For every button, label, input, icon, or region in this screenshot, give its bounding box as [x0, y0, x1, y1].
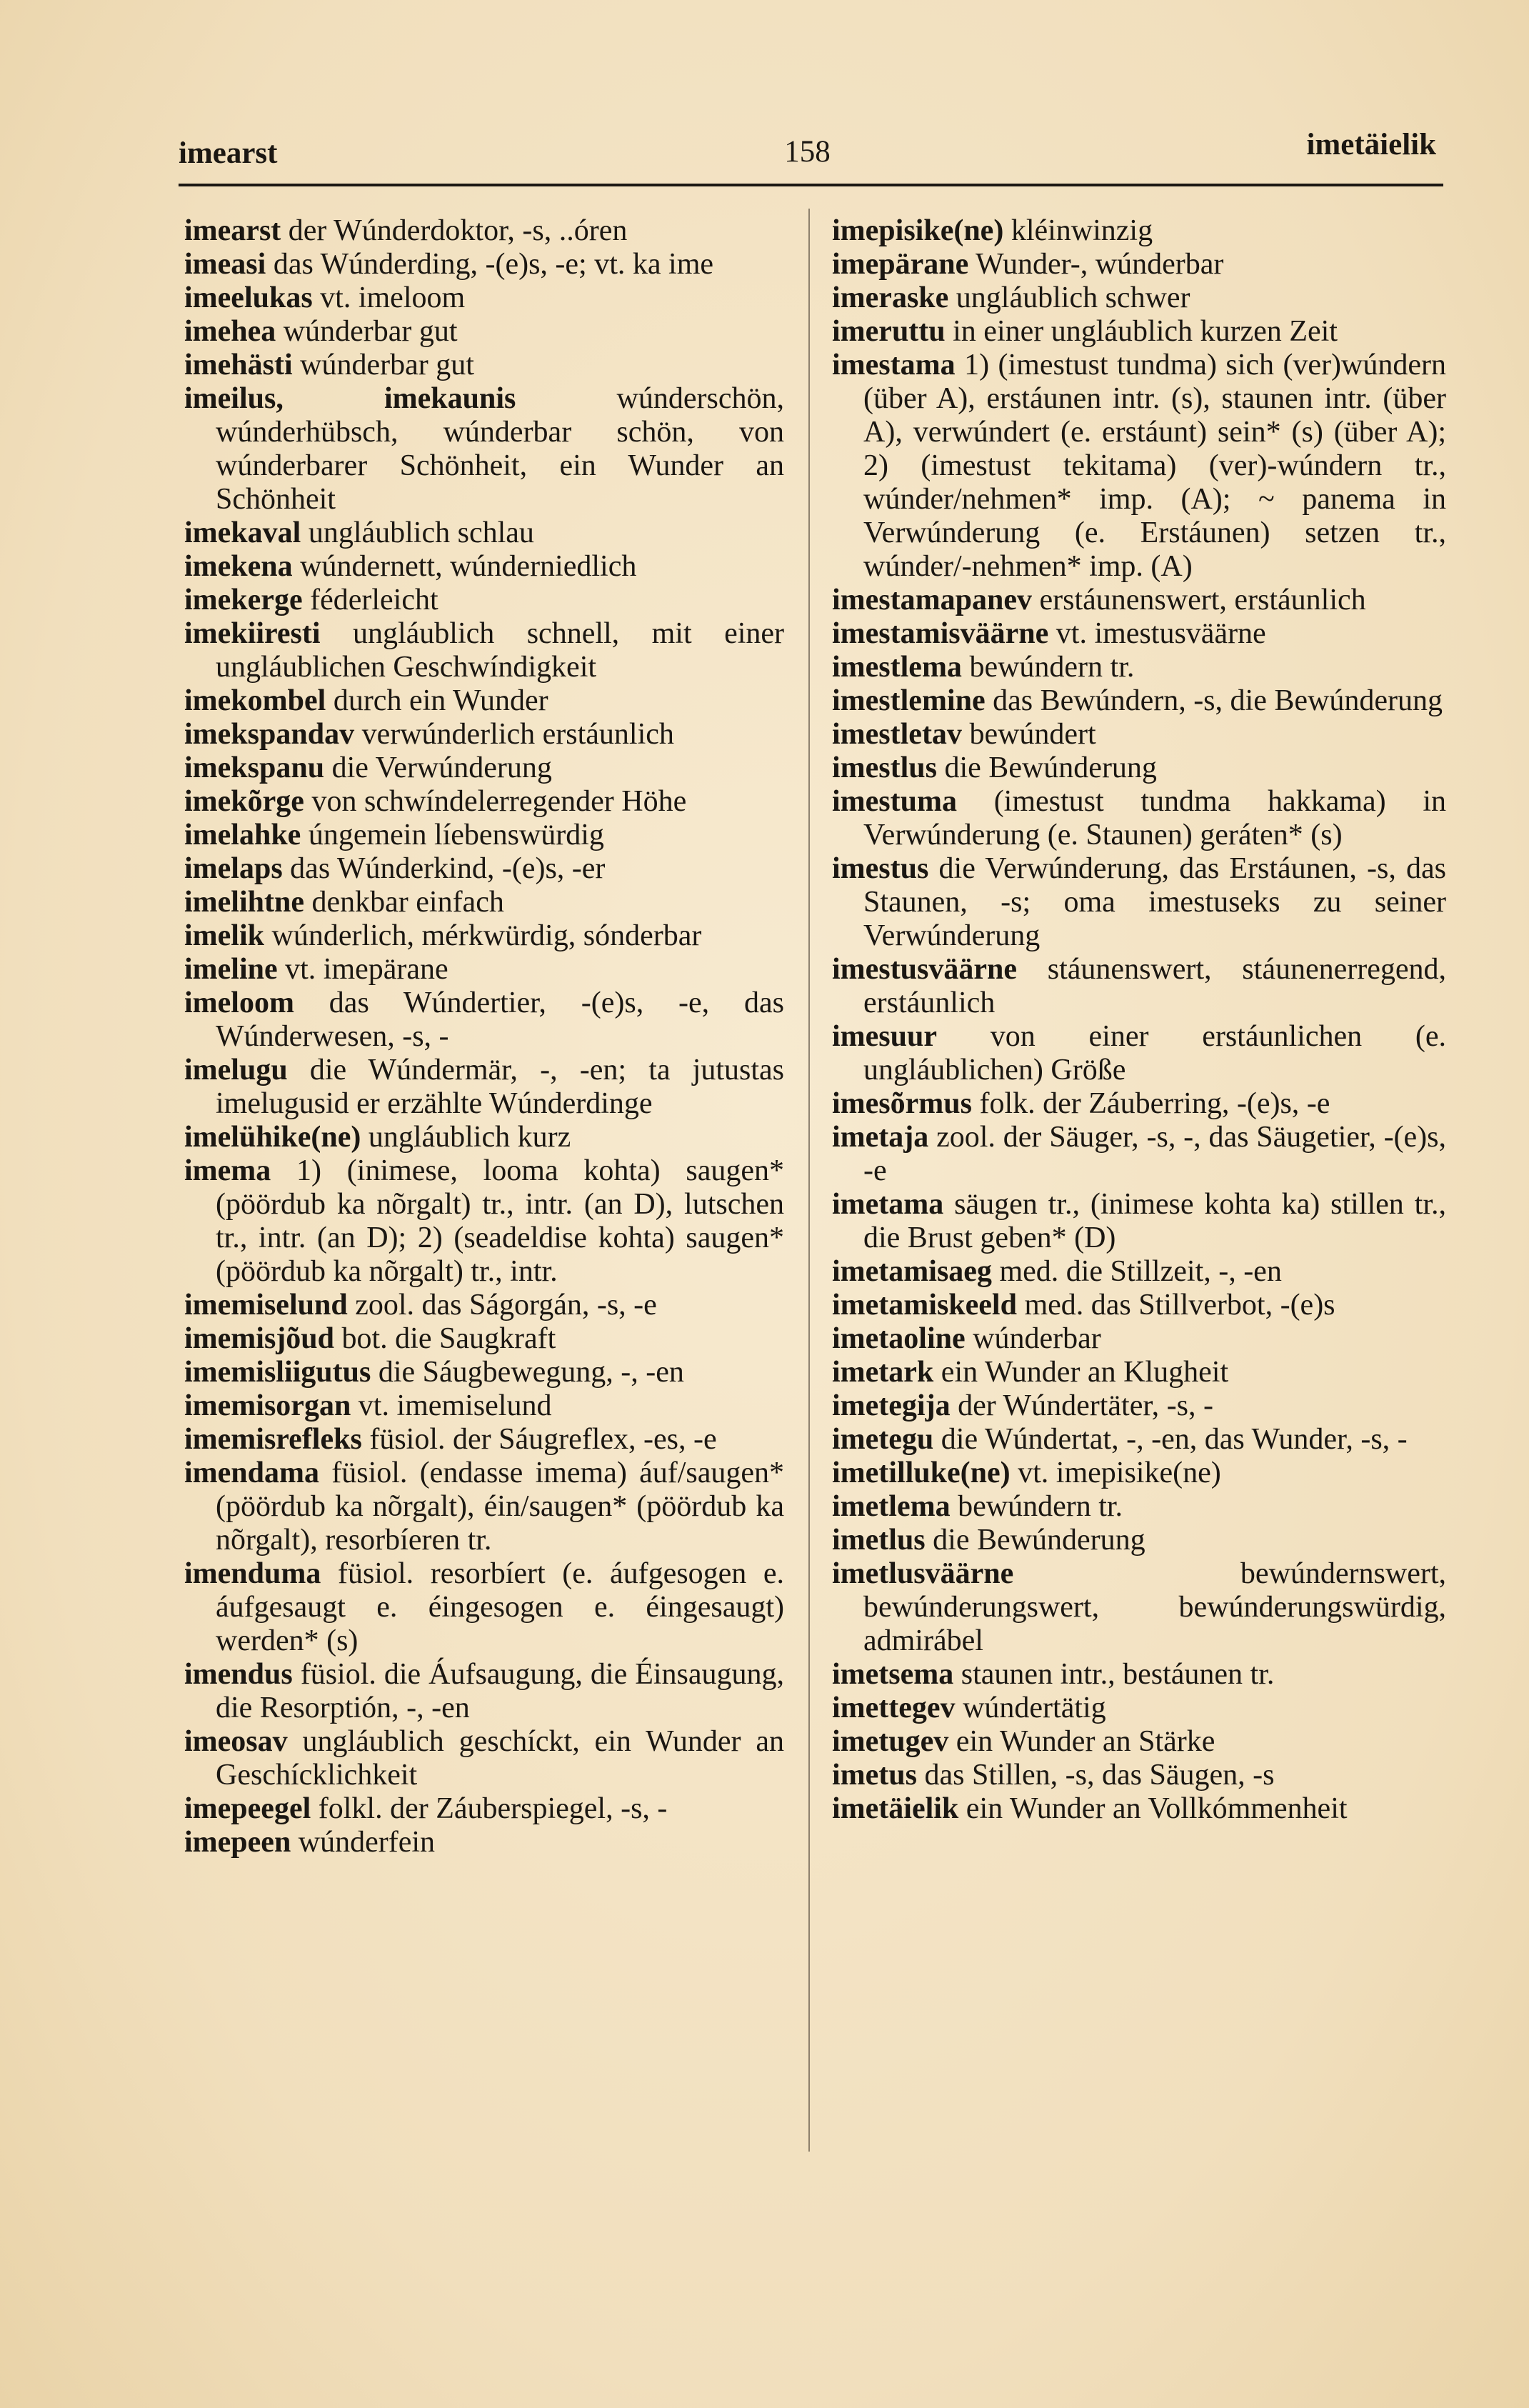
- entry-headword: imepisike(ne): [832, 214, 1004, 247]
- entry-headword: imestlus: [832, 751, 937, 784]
- dictionary-entry: [184, 718, 784, 751]
- entry-headword: imekõrge: [184, 785, 304, 818]
- entry-definition: das Wúndertier, -(e)s, -e, das Wúnderwesen, -s, -: [216, 986, 784, 1053]
- entry-definition: wúnderfein: [298, 1826, 436, 1859]
- entry-headword: imepeegel: [184, 1792, 311, 1825]
- dictionary-entry: [184, 1121, 784, 1154]
- dictionary-entry: [832, 248, 1446, 281]
- entry-headword: imemisliigutus: [184, 1356, 371, 1389]
- entry-definition: die Verwúnderung, das Erstáunen, -s, das Staunen, -s; oma imestuseks zu seiner Verwúnderung: [863, 852, 1446, 952]
- dictionary-entry: [184, 1557, 784, 1658]
- dictionary-entry: [832, 281, 1446, 315]
- dictionary-entry: [184, 1356, 784, 1389]
- dictionary-entry: [184, 315, 784, 349]
- entry-definition: féderleicht: [310, 584, 438, 616]
- entry-headword: imenduma: [184, 1557, 321, 1590]
- entry-definition: das Stillen, -s, das Säugen, -s: [924, 1759, 1275, 1792]
- entry-headword: imelühike(ne): [184, 1121, 361, 1154]
- left-column: [184, 214, 784, 2201]
- entry-definition: kléinwinzig: [1011, 214, 1153, 247]
- entry-headword: imelik: [184, 919, 264, 952]
- entry-headword: imetlusväärne: [832, 1557, 1014, 1590]
- entry-headword: imendama: [184, 1457, 319, 1489]
- dictionary-entry: [832, 1423, 1446, 1457]
- dictionary-entry: [832, 953, 1446, 1020]
- dictionary-entry: [832, 584, 1446, 617]
- entry-headword: imestamisväärne: [832, 617, 1049, 650]
- page-header: [179, 127, 1436, 184]
- dictionary-entry: [184, 248, 784, 281]
- entry-headword: imetaoline: [832, 1322, 966, 1355]
- dictionary-entry: [832, 1020, 1446, 1087]
- entry-definition: ungláublich kurz: [368, 1121, 571, 1154]
- entry-headword: imestletav: [832, 718, 962, 751]
- entry-headword: imestlemine: [832, 684, 986, 717]
- dictionary-entry: [184, 785, 784, 819]
- entry-definition: wúnderbar gut: [300, 349, 474, 381]
- entry-headword: imetugev: [832, 1725, 949, 1758]
- entry-headword: imekspanu: [184, 751, 325, 784]
- entry-definition: die Sáugbewegung, -, -en: [378, 1356, 684, 1389]
- dictionary-entry: [832, 315, 1446, 349]
- entry-definition: Wunder-, wúnderbar: [976, 248, 1224, 281]
- entry-headword: imeasi: [184, 248, 266, 281]
- entry-definition: füsiol. die Áufsaugung, die Éinsaugung, die Resorptión, -, -en: [216, 1658, 784, 1724]
- entry-headword: imepärane: [832, 248, 969, 281]
- page-number: 158: [784, 135, 831, 169]
- dictionary-entry: [184, 516, 784, 550]
- entry-headword: imetegu: [832, 1423, 934, 1456]
- entry-definition: das Bewúndern, -s, die Bewúnderung: [993, 684, 1443, 717]
- entry-headword: imeilus, imekaunis: [184, 382, 516, 415]
- entry-definition: staunen intr., bestáunen tr.: [961, 1658, 1275, 1691]
- entry-definition: das Wúnderkind, -(e)s, -er: [290, 852, 606, 885]
- entry-definition: zool. der Säuger, -s, -, das Säugetier, -(e)s, -e: [863, 1121, 1446, 1187]
- dictionary-entry: [184, 1322, 784, 1356]
- dictionary-entry: [184, 1154, 784, 1289]
- entry-definition: bewúndernswert, bewúnderungswert, bewúnderungswürdig, admirábel: [863, 1557, 1446, 1657]
- entry-headword: imelugu: [184, 1054, 288, 1086]
- entry-headword: imetsema: [832, 1658, 954, 1691]
- entry-headword: imetama: [832, 1188, 944, 1221]
- header-last-word: imetäielik: [1306, 128, 1436, 161]
- dictionary-entry: [832, 1725, 1446, 1759]
- entry-definition: bewúndert: [969, 718, 1096, 751]
- dictionary-entry: [832, 1322, 1446, 1356]
- entry-definition: folkl. der Záuberspiegel, -s, -: [318, 1792, 668, 1825]
- dictionary-entry: [832, 214, 1446, 248]
- dictionary-entry: [832, 684, 1446, 718]
- dictionary-entry: [184, 1826, 784, 1859]
- entry-definition: vt. imepärane: [285, 953, 448, 986]
- entry-headword: imestama: [832, 349, 956, 381]
- entry-headword: imeloom: [184, 986, 294, 1019]
- entry-headword: imepeen: [184, 1826, 291, 1859]
- entry-headword: imelahke: [184, 819, 301, 851]
- dictionary-entry: [832, 1457, 1446, 1490]
- entry-definition: 1) (imestust tundma) sich (ver)wúndern (über A), erstáunen intr. (s), staunen intr. (über A), verwúndert (e. erstáunt) sein* (s) (über A); 2) (imestust tekitama) (ver)-wúndern tr., wúnder/nehmen* imp. (A); ~ panema in Verwúnderung (e. Erstáunen) setzen tr., wúnder/-nehmen* imp. (A): [863, 349, 1446, 583]
- entry-headword: imetamiskeeld: [832, 1289, 1017, 1322]
- entry-headword: imearst: [184, 214, 281, 247]
- dictionary-entry: [832, 651, 1446, 684]
- dictionary-entry: [832, 1356, 1446, 1389]
- dictionary-entry: [184, 1457, 784, 1557]
- entry-headword: imetus: [832, 1759, 917, 1792]
- entry-definition: folk. der Záuberring, -(e)s, -e: [979, 1087, 1330, 1120]
- dictionary-entry: [184, 550, 784, 584]
- entry-headword: imehea: [184, 315, 276, 348]
- dictionary-entry: [832, 1255, 1446, 1289]
- entry-headword: imetaja: [832, 1121, 929, 1154]
- entry-headword: imekombel: [184, 684, 326, 717]
- entry-definition: von einer erstáunlichen (e. ungláublichen) Größe: [863, 1020, 1446, 1086]
- entry-headword: imeline: [184, 953, 278, 986]
- dictionary-entry: [832, 1792, 1446, 1826]
- entry-headword: imemisorgan: [184, 1389, 351, 1422]
- column-divider: [808, 209, 810, 2152]
- entry-headword: imestusväärne: [832, 953, 1017, 986]
- header-first-word: imearst: [179, 136, 278, 170]
- dictionary-entry: [832, 349, 1446, 584]
- entry-headword: imemisrefleks: [184, 1423, 362, 1456]
- entry-definition: úngemein líebenswürdig: [308, 819, 604, 851]
- entry-definition: stáunenswert, stáunenerregend, erstáunlich: [863, 953, 1446, 1019]
- dictionary-entry: [184, 281, 784, 315]
- entry-headword: imelihtne: [184, 886, 304, 919]
- dictionary-entry: [184, 684, 784, 718]
- dictionary-entry: [184, 1423, 784, 1457]
- entry-headword: imekaval: [184, 516, 301, 549]
- entry-headword: imelaps: [184, 852, 283, 885]
- dictionary-entry: [832, 1759, 1446, 1792]
- entry-headword: imetark: [832, 1356, 934, 1389]
- entry-definition: die Wúndertat, -, -en, das Wunder, -s, -: [941, 1423, 1408, 1456]
- entry-definition: wúnderbar: [973, 1322, 1101, 1355]
- dictionary-entry: [184, 214, 784, 248]
- dictionary-entry: [184, 1389, 784, 1423]
- entry-definition: bewúndern tr.: [969, 651, 1135, 684]
- entry-definition: die Verwúnderung: [331, 751, 552, 784]
- dictionary-entry: [184, 349, 784, 382]
- entry-headword: imestlema: [832, 651, 962, 684]
- dictionary-entry: [832, 751, 1446, 785]
- dictionary-entry: [184, 751, 784, 785]
- entry-definition: füsiol. (endasse imema) áuf/saugen* (pöördub ka nõrgalt), éin/saugen* (pöördub ka nõrgalt), resorbíeren tr.: [216, 1457, 784, 1557]
- entry-definition: die Bewúnderung: [944, 751, 1157, 784]
- entry-definition: füsiol. der Sáugreflex, -es, -e: [369, 1423, 717, 1456]
- entry-definition: med. das Stillverbot, -(e)s: [1024, 1289, 1335, 1322]
- dictionary-entry: [832, 785, 1446, 852]
- entry-definition: 1) (inimese, looma kohta) saugen* (pöördub ka nõrgalt) tr., intr. (an D), lutschen tr., intr. (an D); 2) (seadeldise kohta) saugen* (pöördub ka nõrgalt) tr., intr.: [216, 1154, 784, 1288]
- entry-definition: ungláublich schlau: [308, 516, 534, 549]
- entry-headword: imestamapanev: [832, 584, 1032, 616]
- entry-definition: ungláublich geschíckt, ein Wunder an Geschícklichkeit: [216, 1725, 784, 1792]
- entry-definition: ungláublich schwer: [956, 281, 1190, 314]
- entry-headword: imekerge: [184, 584, 303, 616]
- entry-definition: erstáunenswert, erstáunlich: [1039, 584, 1366, 616]
- dictionary-entry: [832, 852, 1446, 953]
- entry-definition: ungláublich schnell, mit einer ungláublichen Geschwíndigkeit: [216, 617, 784, 684]
- entry-definition: denkbar einfach: [311, 886, 504, 919]
- entry-headword: imema: [184, 1154, 271, 1187]
- dictionary-entry: [184, 382, 784, 516]
- dictionary-entry: [832, 1087, 1446, 1121]
- dictionary-entry: [184, 1658, 784, 1725]
- entry-definition: verwúnderlich erstáunlich: [361, 718, 674, 751]
- entry-definition: die Wúndermär, -, -en; ta jutustas imelugusid er erzählte Wúnderdinge: [216, 1054, 784, 1120]
- dictionary-entry: [184, 953, 784, 986]
- entry-headword: imeraske: [832, 281, 949, 314]
- dictionary-entry: [184, 1792, 784, 1826]
- entry-headword: imestus: [832, 852, 929, 885]
- entry-definition: wúndertätig: [963, 1692, 1106, 1724]
- entry-definition: vt. imeloom: [320, 281, 466, 314]
- entry-headword: imestuma: [832, 785, 957, 818]
- entry-definition: der Wúnderdoktor, -s, ..óren: [288, 214, 628, 247]
- dictionary-entry: [184, 986, 784, 1054]
- entry-definition: füsiol. resorbíert (e. áufgesogen e. áufgesaugt e. éingesogen e. éingesaugt) werden* (s): [216, 1557, 784, 1657]
- entry-definition: wúnderbar gut: [283, 315, 458, 348]
- entry-headword: imemisjõud: [184, 1322, 334, 1355]
- entry-headword: imetäielik: [832, 1792, 959, 1825]
- entry-definition: vt. imepisike(ne): [1018, 1457, 1221, 1489]
- entry-definition: med. die Stillzeit, -, -en: [999, 1255, 1282, 1288]
- entry-definition: säugen tr., (inimese kohta ka) stillen tr., die Brust geben* (D): [863, 1188, 1446, 1254]
- entry-headword: imetlema: [832, 1490, 951, 1523]
- dictionary-entry: [832, 1658, 1446, 1692]
- dictionary-entry: [184, 1054, 784, 1121]
- entry-definition: bewúndern tr.: [958, 1490, 1123, 1523]
- entry-definition: in einer ungláublich kurzen Zeit: [953, 315, 1338, 348]
- entry-headword: imetegija: [832, 1389, 951, 1422]
- dictionary-entry: [832, 718, 1446, 751]
- right-column: [832, 214, 1446, 2201]
- dictionary-entry: [832, 617, 1446, 651]
- entry-definition: ein Wunder an Vollkómmenheit: [966, 1792, 1348, 1825]
- entry-headword: imetlus: [832, 1524, 926, 1557]
- entry-definition: vt. imemiselund: [358, 1389, 552, 1422]
- entry-headword: imemiselund: [184, 1289, 348, 1322]
- dictionary-entry: [184, 1289, 784, 1322]
- entry-definition: (imestust tundma hakkama) in Verwúnderung (e. Staunen) geráten* (s): [863, 785, 1446, 851]
- dictionary-entry: [832, 1289, 1446, 1322]
- dictionary-entry: [184, 919, 784, 953]
- entry-headword: imetilluke(ne): [832, 1457, 1011, 1489]
- dictionary-entry: [184, 584, 784, 617]
- dictionary-entry: [832, 1389, 1446, 1423]
- entry-headword: imekena: [184, 550, 293, 583]
- entry-definition: wúnderlich, mérkwürdig, sónderbar: [271, 919, 702, 952]
- dictionary-entry: [184, 886, 784, 919]
- entry-definition: die Bewúnderung: [933, 1524, 1146, 1557]
- header-rule: [179, 184, 1443, 186]
- entry-definition: von schwíndelerregender Höhe: [311, 785, 687, 818]
- dictionary-entry: [832, 1188, 1446, 1255]
- entry-definition: das Wúnderding, -(e)s, -e; vt. ka ime: [273, 248, 714, 281]
- dictionary-entry: [832, 1490, 1446, 1524]
- entry-headword: imeosav: [184, 1725, 288, 1758]
- entry-definition: der Wúndertäter, -s, -: [958, 1389, 1213, 1422]
- dictionary-entry: [184, 1725, 784, 1792]
- entry-headword: imekiiresti: [184, 617, 321, 650]
- entry-definition: zool. das Ságorgán, -s, -e: [355, 1289, 657, 1322]
- entry-definition: durch ein Wunder: [333, 684, 548, 717]
- entry-headword: imehästi: [184, 349, 293, 381]
- entry-definition: wúndernett, wúnderniedlich: [300, 550, 637, 583]
- entry-headword: imettegev: [832, 1692, 956, 1724]
- entry-headword: imendus: [184, 1658, 293, 1691]
- entry-headword: imeruttu: [832, 315, 946, 348]
- entry-definition: ein Wunder an Stärke: [956, 1725, 1215, 1758]
- dictionary-entry: [184, 852, 784, 886]
- entry-definition: ein Wunder an Klugheit: [941, 1356, 1229, 1389]
- entry-definition: bot. die Saugkraft: [341, 1322, 556, 1355]
- entry-headword: imesõrmus: [832, 1087, 972, 1120]
- dictionary-entry: [832, 1121, 1446, 1188]
- entry-definition: wúnderschön, wúnderhübsch, wúnderbar schön, von wúnderbarer Schönheit, ein Wunder an Schönheit: [216, 382, 784, 516]
- entry-headword: imesuur: [832, 1020, 937, 1053]
- dictionary-entry: [832, 1692, 1446, 1725]
- dictionary-entry: [832, 1557, 1446, 1658]
- entry-headword: imetamisaeg: [832, 1255, 992, 1288]
- entry-definition: vt. imestusväärne: [1056, 617, 1266, 650]
- dictionary-entry: [184, 617, 784, 684]
- dictionary-entry: [184, 819, 784, 852]
- entry-headword: imeelukas: [184, 281, 313, 314]
- dictionary-entry: [832, 1524, 1446, 1557]
- entry-headword: imekspandav: [184, 718, 355, 751]
